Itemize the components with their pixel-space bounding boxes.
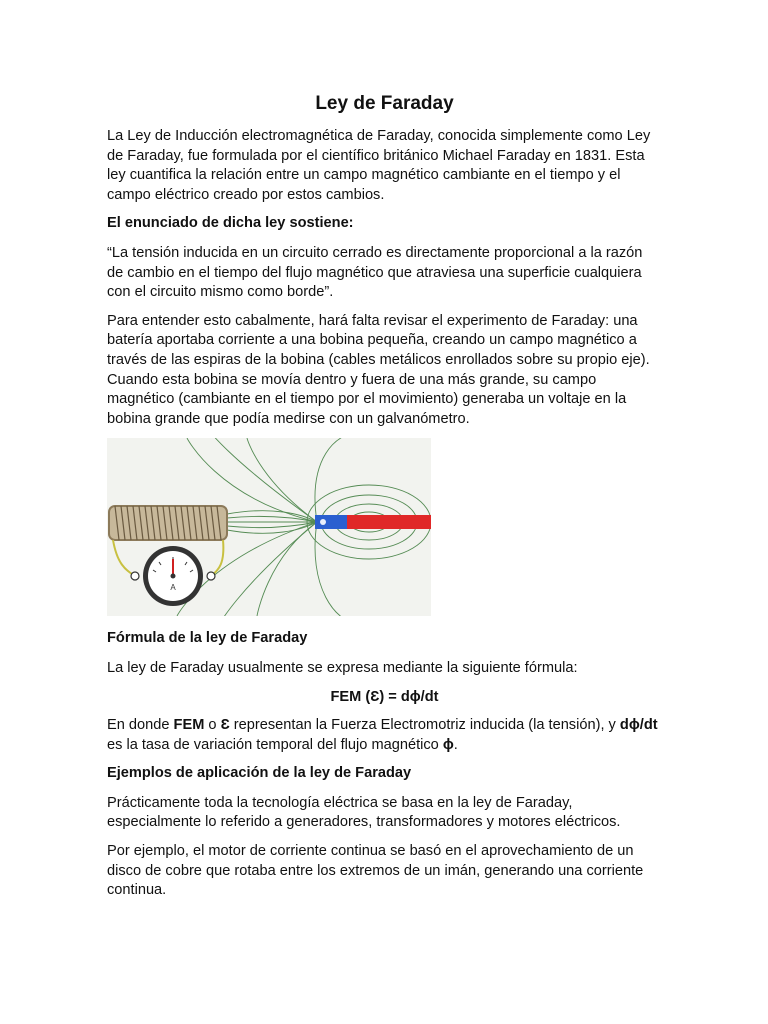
formula-intro: La ley de Faraday usualmente se expresa mediante la siguiente fórmula: [107, 659, 578, 676]
explanation-bold-epsilon: Ɛ [220, 717, 230, 734]
formula-heading: Fórmula de la ley de Faraday [107, 630, 308, 647]
explanation-text-3: representan la Fuerza Electromotriz inducida (la tensión), y [229, 717, 620, 734]
explanation-bold-dphi-dt: dϕ/dt [619, 717, 658, 734]
experiment-paragraph: Para entender esto cabalmente, hará falta revisar el experimento de Faraday: una batería aportaba corriente a una bobina pequeña, creando un campo magnético a través de las espiras de la bobina (cables metálicos enrollados sobre su propio eje). Cuando esta bobina se movía dentro y fuera de una más grande, su campo magnético (cambiante en el tiempo por el movimiento) generaba un voltaje en la bobina grande que podía medirse con un galvanómetro. [107, 312, 650, 427]
explanation-text-5: . [453, 736, 458, 753]
explanation-text-2: o [204, 717, 221, 734]
intro-paragraph: La Ley de Inducción electromagnética de Faraday, conocida simplemente como Ley de Faraday, fue formulada por el científico británico Michael Faraday en 1831. Esta ley cuantifica la relación entre un campo magnético cambiante en el tiempo y el campo eléctrico creado por estos cambios. [107, 128, 651, 203]
explanation-bold-fem: FEM [173, 717, 205, 734]
examples-paragraph-2: Por ejemplo, el motor de corriente continua se basó en el aprovechamiento de un disco de cobre que rotaba entre los extremos de un imán, generando una corriente continua. [107, 843, 644, 899]
examples-heading: Ejemplos de aplicación de la ley de Faraday [107, 765, 412, 782]
magnet-south-pole [315, 515, 347, 529]
galvanometer-label: A [170, 583, 176, 593]
document-page [107, 92, 662, 910]
quote-paragraph: “La tensión inducida en un circuito cerrado es directamente proporcional a la razón de cambio en el tiempo del flujo magnético que atraviesa una superficie cualquiera con el circuito mismo como borde”. [107, 244, 643, 301]
enunciado-heading: El enunciado de dicha ley sostiene: [107, 215, 354, 232]
faraday-experiment-figure [107, 438, 431, 616]
magnet-north-pole [347, 515, 431, 529]
explanation-text-4: es la tasa de variación temporal del flujo magnético [107, 736, 443, 753]
formula: FEM (Ɛ) = dϕ/dt [330, 688, 439, 705]
galvanometer [143, 546, 203, 606]
page-title: Ley de Faraday [315, 93, 454, 114]
explanation-text-1: En donde [107, 717, 174, 734]
formula-explanation [107, 716, 662, 755]
explanation-bold-phi: ϕ [442, 736, 454, 753]
examples-paragraph-1: Prácticamente toda la tecnología eléctrica se basa en la ley de Faraday, especialmente lo referido a generadores, transformadores y motores eléctricos. [107, 794, 621, 831]
